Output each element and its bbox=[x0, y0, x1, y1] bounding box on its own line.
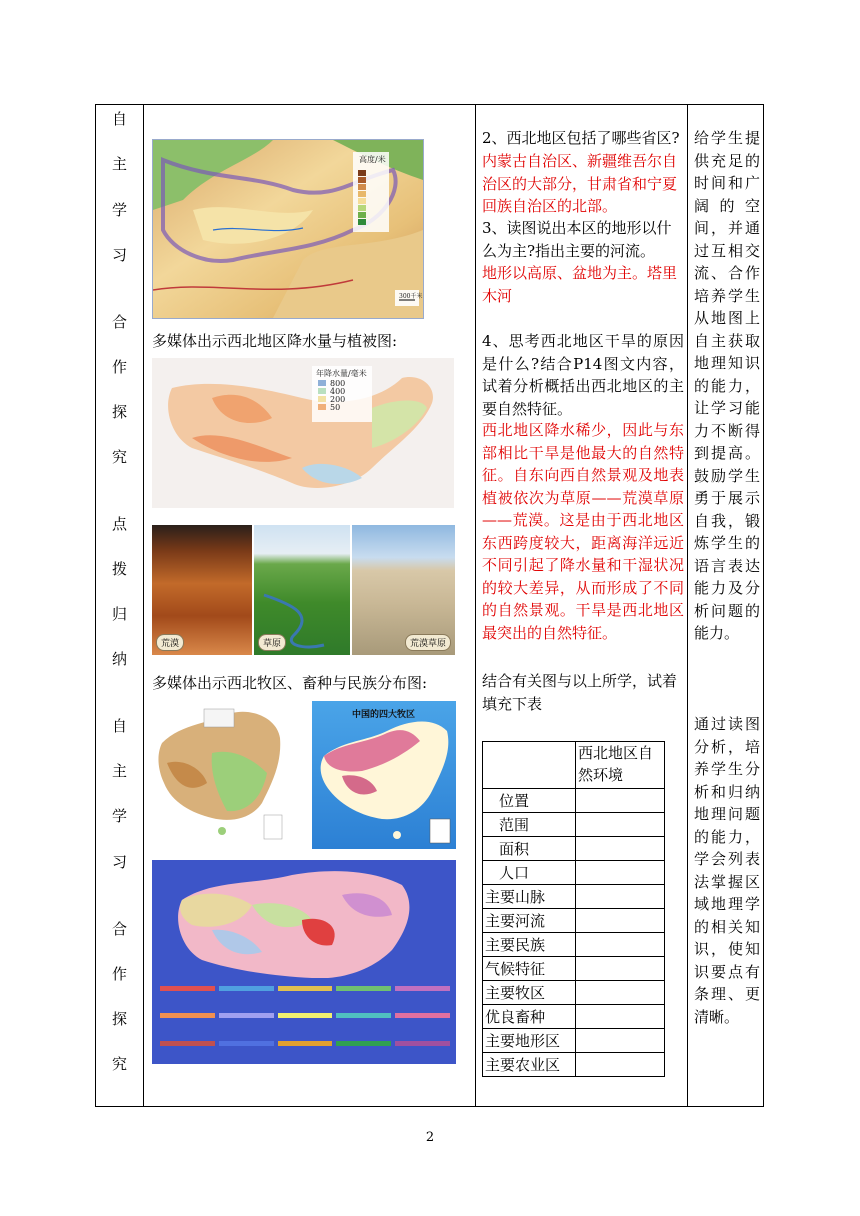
page-number: 2 bbox=[425, 1130, 435, 1145]
photo-label: 草原 bbox=[258, 634, 286, 651]
table-row-label: 主要农业区 bbox=[483, 1053, 576, 1077]
table-row bbox=[483, 981, 665, 1005]
table-cell-input[interactable] bbox=[576, 861, 665, 885]
table-cell-input[interactable] bbox=[576, 1053, 665, 1077]
label-char: 学 bbox=[111, 807, 127, 825]
table-row bbox=[483, 909, 665, 933]
table-row-label: 主要地形区 bbox=[483, 1029, 576, 1053]
label-char: 自 bbox=[111, 717, 127, 735]
label-char: 作 bbox=[111, 358, 127, 376]
table-row-label: 主要牧区 bbox=[483, 981, 576, 1005]
answer-4: 西北地区降水稀少，因此与东部相比干旱是他最大的自然特征。自东向西自然景观及地表植被依次为草原——荒漠草原——荒漠。这是由于西北地区东西跨度较大，距离海洋远近不同引起了降水量和干湿状况的较大差异，从而形成了不同的自然景观。干旱是西北地区最突出的自然特征。 bbox=[482, 421, 684, 642]
answer-2: 内蒙古自治区、新疆维吾尔自治区的大部分，甘肃省和宁夏回族自治区的北部。 bbox=[482, 152, 678, 215]
media-column bbox=[144, 105, 475, 1106]
design-intent-text: 通过读图分析，培养学生分析和归纳地理问题的能力，学会列表法掌握区域地理学的相关知识，使知识要点有条理、更清晰。 bbox=[694, 715, 760, 1026]
table-cell-input[interactable] bbox=[576, 981, 665, 1005]
table-row bbox=[483, 957, 665, 981]
table-row-label: 气候特征 bbox=[483, 957, 576, 981]
table-cell-input[interactable] bbox=[576, 957, 665, 981]
label-char: 拨 bbox=[111, 560, 127, 578]
precipitation-vegetation-map bbox=[152, 358, 454, 508]
table-cell-input[interactable] bbox=[576, 909, 665, 933]
grassland-photo bbox=[254, 525, 350, 655]
answer-3: 地形以高原、盆地为主。塔里木河 bbox=[482, 264, 678, 305]
table-row bbox=[483, 885, 665, 909]
table-row bbox=[483, 813, 665, 837]
design-intent-text: 给学生提供充足的时间和广阔的空间，并通过互相交流、合作培养学生从地图上自主获取地理知识的能力，让学习能力不断得到提高。鼓励学生勇于展示自我，锻炼学生的语言表达能力及分析问题的能力。 bbox=[694, 129, 760, 642]
label-char: 习 bbox=[111, 246, 127, 264]
label-char: 自 bbox=[111, 110, 127, 128]
china-terrain-map bbox=[152, 703, 287, 843]
table-row bbox=[483, 933, 665, 957]
photo-label: 荒漠 bbox=[156, 634, 184, 651]
pasture-map-caption: 多媒体出示西北牧区、畜种与民族分布图: bbox=[152, 674, 428, 692]
table-row-label: 主要山脉 bbox=[483, 885, 576, 909]
table-row bbox=[483, 837, 665, 861]
desert-photo bbox=[152, 525, 252, 655]
table-row-label: 位置 bbox=[483, 789, 576, 813]
table-row-label: 范围 bbox=[483, 813, 576, 837]
table-cell-input[interactable] bbox=[576, 933, 665, 957]
lesson-table bbox=[95, 104, 764, 1107]
desert-steppe-photo bbox=[352, 525, 455, 655]
label-char: 探 bbox=[111, 1010, 127, 1028]
rain-legend-value: 50 bbox=[330, 403, 341, 412]
rain-legend-value: 800 bbox=[330, 379, 346, 388]
table-row bbox=[483, 861, 665, 885]
label-char: 习 bbox=[111, 853, 127, 871]
label-char: 合 bbox=[111, 920, 127, 938]
table-cell-input[interactable] bbox=[576, 1005, 665, 1029]
northwest-topographic-map bbox=[152, 139, 424, 319]
pasture-map-title: 中国的四大牧区 bbox=[352, 710, 416, 720]
map-scale-label: 300千米 bbox=[399, 293, 423, 300]
photo-label: 荒漠草原 bbox=[405, 634, 451, 651]
label-char: 纳 bbox=[111, 650, 127, 668]
label-char: 主 bbox=[111, 762, 127, 780]
table-row-label: 面积 bbox=[483, 837, 576, 861]
natural-environment-table bbox=[482, 741, 665, 1077]
fill-table-prompt: 结合有关图与以上所学，试着填充下表 bbox=[482, 672, 678, 713]
question-4: 4、思考西北地区干旱的原因是什么?结合P14图文内容，试着分析概括出西北地区的主要自然特征。 bbox=[482, 332, 684, 418]
table-row-label: 优良畜种 bbox=[483, 1005, 576, 1029]
label-char: 究 bbox=[111, 1055, 127, 1073]
table-row-label: 人口 bbox=[483, 861, 576, 885]
ethnic-legend bbox=[160, 980, 450, 1060]
label-char: 作 bbox=[111, 965, 127, 983]
table-row bbox=[483, 1029, 665, 1053]
section-label-column bbox=[96, 105, 143, 1106]
ethnic-distribution-map bbox=[152, 860, 456, 1064]
rain-legend-value: 400 bbox=[330, 387, 346, 396]
table-row bbox=[483, 789, 665, 813]
table-row-label: 主要河流 bbox=[483, 909, 576, 933]
table-row bbox=[483, 742, 665, 789]
design-intent-column bbox=[688, 105, 764, 1106]
table-cell-input[interactable] bbox=[576, 885, 665, 909]
table-row-label: 主要民族 bbox=[483, 933, 576, 957]
table-row bbox=[483, 1053, 665, 1077]
table-cell-input[interactable] bbox=[576, 837, 665, 861]
table-cell-input[interactable] bbox=[576, 789, 665, 813]
content-column bbox=[476, 105, 687, 1106]
question-2: 2、西北地区包括了哪些省区? bbox=[482, 129, 680, 147]
table-cell bbox=[483, 742, 576, 789]
rain-map-caption: 多媒体出示西北地区降水量与植被图: bbox=[152, 332, 398, 350]
label-char: 学 bbox=[111, 201, 127, 219]
label-char: 合 bbox=[111, 313, 127, 331]
label-char: 点 bbox=[111, 515, 127, 533]
question-3: 3、读图说出本区的地形以什么为主?指出主要的河流。 bbox=[482, 219, 672, 260]
rain-legend-title: 年降水量/毫米 bbox=[316, 369, 367, 378]
label-char: 归 bbox=[111, 605, 127, 623]
table-cell-input[interactable] bbox=[576, 1029, 665, 1053]
label-char: 主 bbox=[111, 155, 127, 173]
rain-legend-value: 200 bbox=[330, 395, 346, 404]
table-row bbox=[483, 1005, 665, 1029]
four-pastures-map bbox=[312, 701, 456, 849]
elevation-legend-title: 高度/米 bbox=[359, 155, 386, 164]
label-char: 探 bbox=[111, 403, 127, 421]
table-cell-input[interactable] bbox=[576, 813, 665, 837]
label-char: 究 bbox=[111, 448, 127, 466]
table-header-cell: 西北地区自然环境 bbox=[576, 742, 665, 789]
